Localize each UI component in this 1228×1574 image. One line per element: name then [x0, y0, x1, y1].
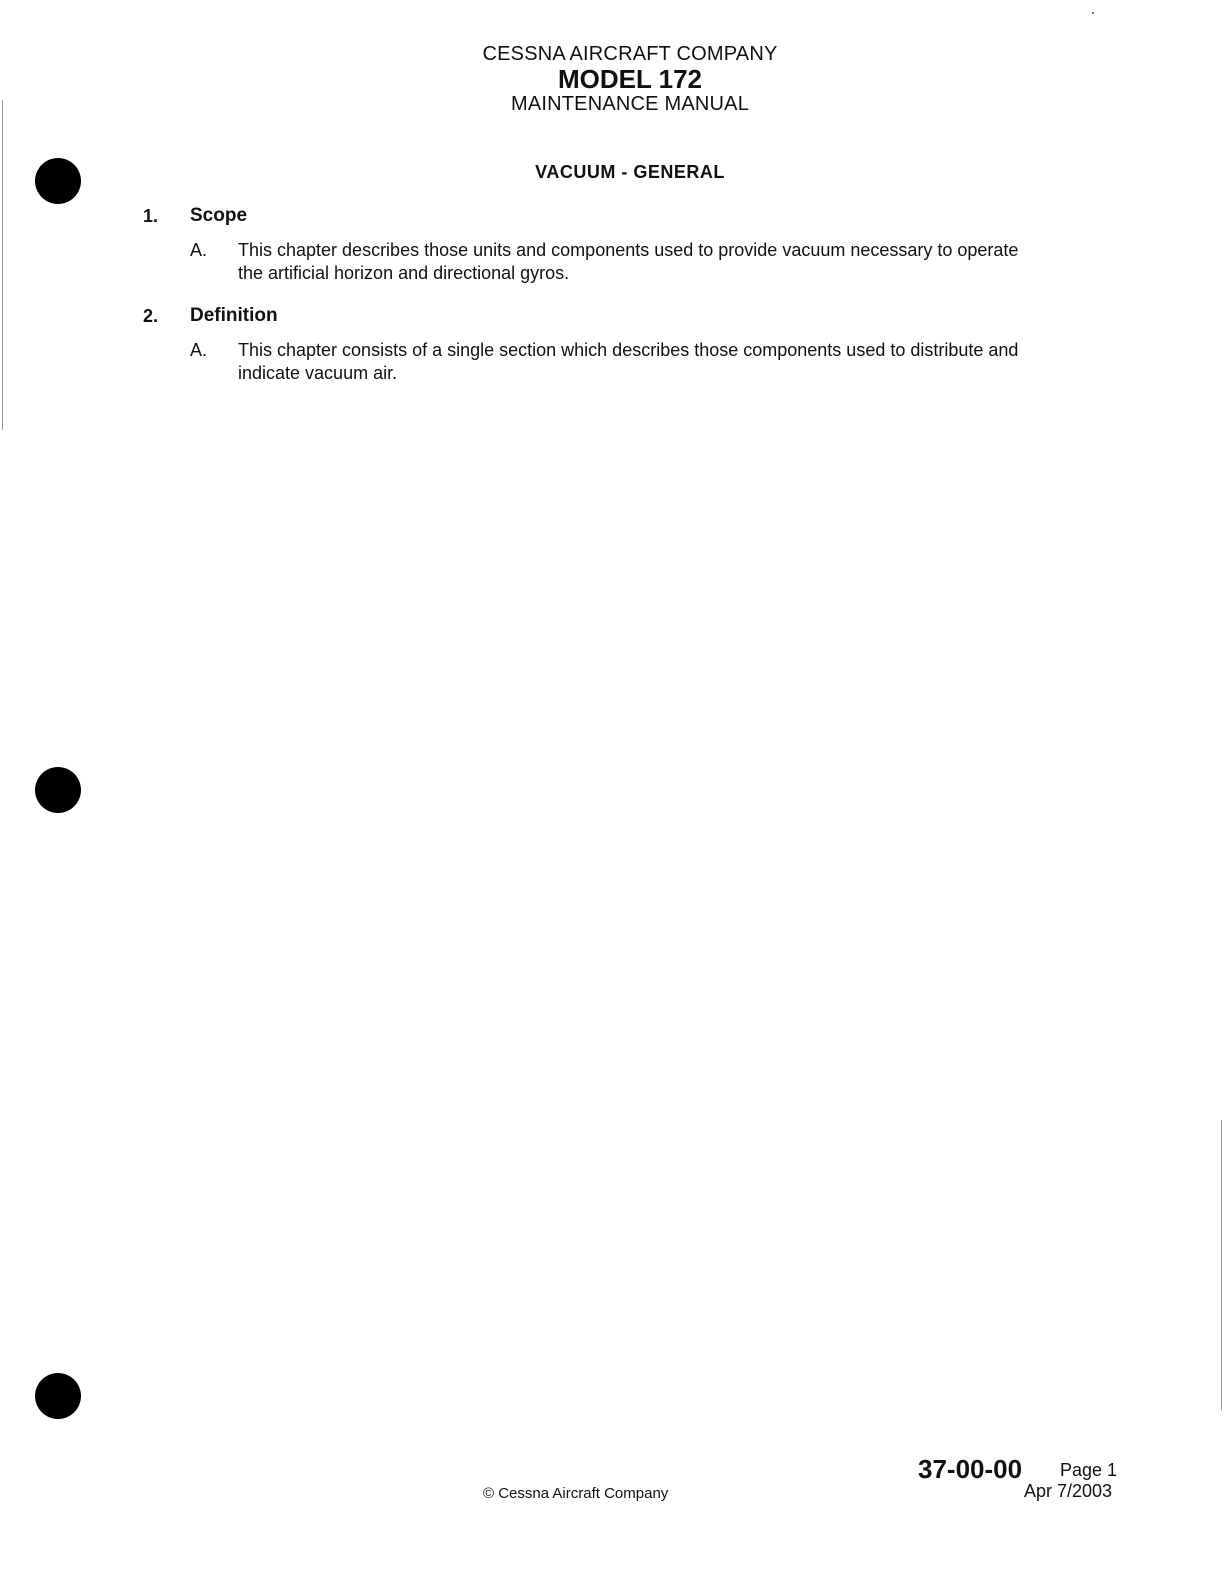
paragraph-line: indicate vacuum air. [238, 363, 398, 383]
section-heading-scope: Scope [190, 205, 248, 226]
binder-hole-top [35, 158, 81, 204]
scan-edge-line-left [2, 100, 3, 430]
section-number: 2. [143, 306, 159, 326]
page-title: VACUUM - GENERAL [535, 162, 725, 182]
paragraph-line: This chapter describes those units and components used to provide vacuum necessary to operate [238, 240, 1019, 260]
item-letter: A. [190, 340, 208, 360]
copyright-notice: © Cessna Aircraft Company [483, 1485, 669, 1502]
scan-edge-line-right [1221, 1120, 1222, 1410]
paragraph-line: This chapter consists of a single section which describes those components used to distribute and [238, 340, 1019, 360]
company-name: CESSNA AIRCRAFT COMPANY [482, 43, 778, 65]
manual-header [330, 42, 930, 116]
paragraph-line: the artificial horizon and directional gyros. [238, 263, 570, 283]
model-name: MODEL 172 [557, 64, 702, 94]
section-number: 1. [143, 206, 159, 226]
revision-date: Apr 7/2003 [1024, 1481, 1113, 1501]
page-number: Page 1 [1060, 1460, 1118, 1480]
chapter-number: 37-00-00 [918, 1454, 1023, 1484]
binder-hole-middle [35, 767, 81, 813]
binder-hole-bottom [35, 1373, 81, 1419]
section-heading-definition: Definition [190, 305, 278, 326]
scope-paragraph [238, 239, 1122, 285]
definition-paragraph [238, 339, 1122, 385]
manual-name: MAINTENANCE MANUAL [510, 93, 750, 115]
item-letter: A. [190, 240, 208, 260]
scan-speck [1092, 12, 1094, 14]
